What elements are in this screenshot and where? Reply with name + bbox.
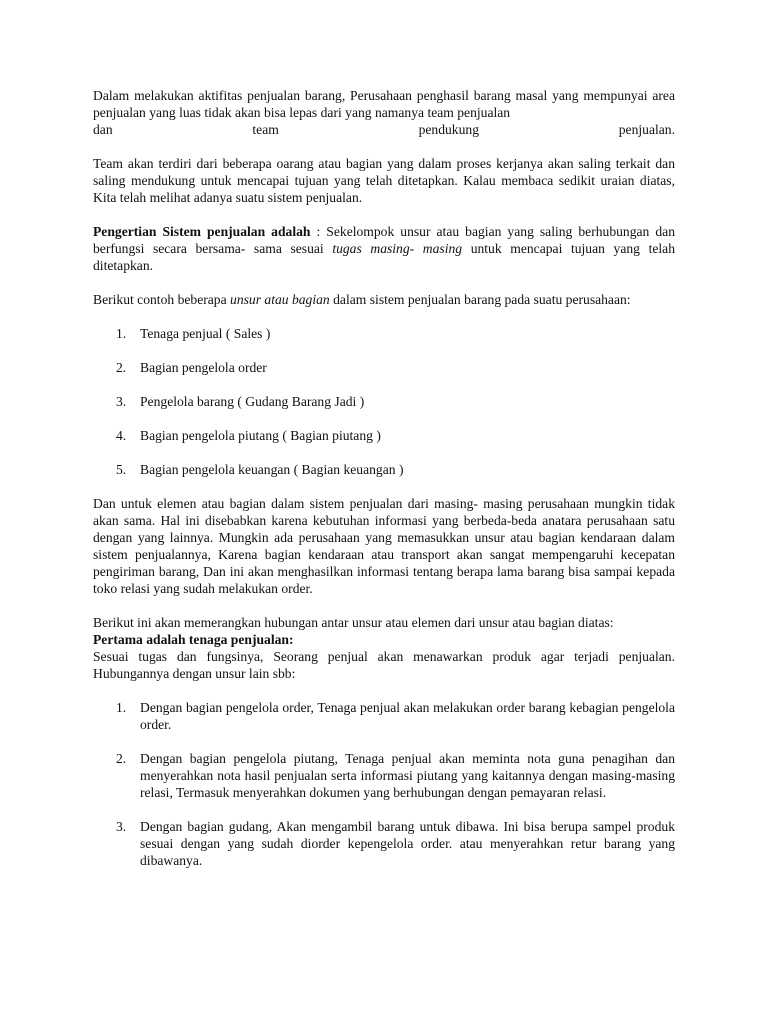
definition-text: Sekelompok unsur atau bagian yang saling berhubungan dan berfungsi secara bersama- sama sesuai (93, 224, 675, 256)
list-item-text: Dengan bagian pengelola piutang, Tenaga penjual akan meminta nota guna penagihan dan menyerahkan nota hasil penjualan serta informasi piutang yang kaitannya dengan masing-masing relasi, Termasuk menyerahkan dokumen yang berhubungan dengan pemayaran relasi. (140, 751, 675, 800)
list-item (93, 818, 675, 869)
list-item-text: Tenaga penjual ( Sales ) (140, 326, 271, 341)
example-intro-paragraph (93, 291, 675, 308)
list-item-text: Dengan bagian pengelola order, Tenaga penjual akan melakukan order barang kebagian pengelola order. (140, 700, 675, 732)
list-item-text: Dengan bagian gudang, Akan mengambil barang untuk dibawa. Ini bisa berupa sampel produk sesuai dengan yang sudah diorder kepengelola order. atau menyerahkan retur barang yang dibawanya. (140, 819, 675, 868)
intro-text: Dalam melakukan aktifitas penjualan barang, Perusahaan penghasil barang masal yang mempunyai area penjualan yang luas tidak akan bisa lepas dari yang namanya team penjualan (93, 88, 675, 120)
example-intro-italic: unsur atau bagian (230, 292, 330, 307)
intro-paragraph (93, 87, 675, 121)
definition-term: Pengertian Sistem penjualan adalah (93, 224, 311, 239)
list-item-text: Pengelola barang ( Gudang Barang Jadi ) (140, 394, 365, 409)
team-paragraph: Team akan terdiri dari beberapa oarang atau bagian yang dalam proses kerjanya akan saling terkait dan saling mendukung untuk mencapai tujuan yang telah ditetapkan. Kalau membaca sedikit uraian diatas, Kita telah melihat adanya suatu sistem penjualan. (93, 156, 675, 205)
definition-colon: : (310, 224, 327, 239)
list-item (93, 325, 675, 342)
list-item-number: 1. (116, 326, 127, 341)
list-item-text: Bagian pengelola keuangan ( Bagian keuangan ) (140, 462, 404, 477)
example-intro-after: dalam sistem penjualan barang pada suatu perusahaan: (329, 292, 631, 307)
elements-paragraph: Dan untuk elemen atau bagian dalam sistem penjualan dari masing- masing perusahaan mungkin tidak akan sama. Hal ini disebabkan karena kebutuhan informasi yang berbeda-beda anatara perusahaan satu dengan yang lainnya. Mungkin ada perusahaan yang memasukkan unsur atau bagian kendaraan dalam sistem penjualannya, Karena bagian kendaraan atau transport akan sangat mempengaruhi kecepatan pengiriman barang, Dan ini akan menghasilkan informasi tentang berapa lama barang bisa sampai kepada toko relasi yang sudah melakukan order. (93, 496, 675, 596)
definition-italic: tugas masing- masing (332, 241, 463, 256)
list-item-number: 3. (116, 394, 127, 409)
list-item (93, 699, 675, 733)
units-list (93, 325, 675, 478)
relations-list (93, 699, 675, 869)
list-item (93, 393, 675, 410)
relations-intro-paragraph: Berikut ini akan memerangkan hubungan antar unsur atau elemen dari unsur atau bagian diatas: (93, 615, 614, 630)
example-intro-before: Berikut contoh beberapa (93, 292, 231, 307)
document-page (93, 87, 675, 869)
definition-text-after: untuk mencapai tujuan yang telah ditetapkan. (93, 241, 675, 273)
list-item-number: 2. (116, 751, 127, 766)
list-item-number: 1. (116, 700, 127, 715)
list-item (93, 359, 675, 376)
list-item-number: 5. (116, 462, 127, 477)
intro-paragraph-end (93, 121, 675, 138)
list-item-number: 4. (116, 428, 127, 443)
list-item-number: 2. (116, 360, 127, 375)
definition-paragraph (93, 223, 675, 274)
list-item-text: Bagian pengelola piutang ( Bagian piutang ) (140, 428, 381, 443)
list-item-number: 3. (116, 819, 127, 834)
list-item-text: Bagian pengelola order (140, 360, 267, 375)
section-heading: Pertama adalah tenaga penjualan: (93, 632, 294, 647)
intro-text-end: dan team pendukung penjualan. (93, 122, 675, 137)
list-item (93, 750, 675, 801)
list-item (93, 461, 675, 478)
list-item (93, 427, 675, 444)
section-description: Sesuai tugas dan fungsinya, Seorang penjual akan menawarkan produk agar terjadi penjualan. Hubungannya dengan unsur lain sbb: (93, 649, 675, 681)
